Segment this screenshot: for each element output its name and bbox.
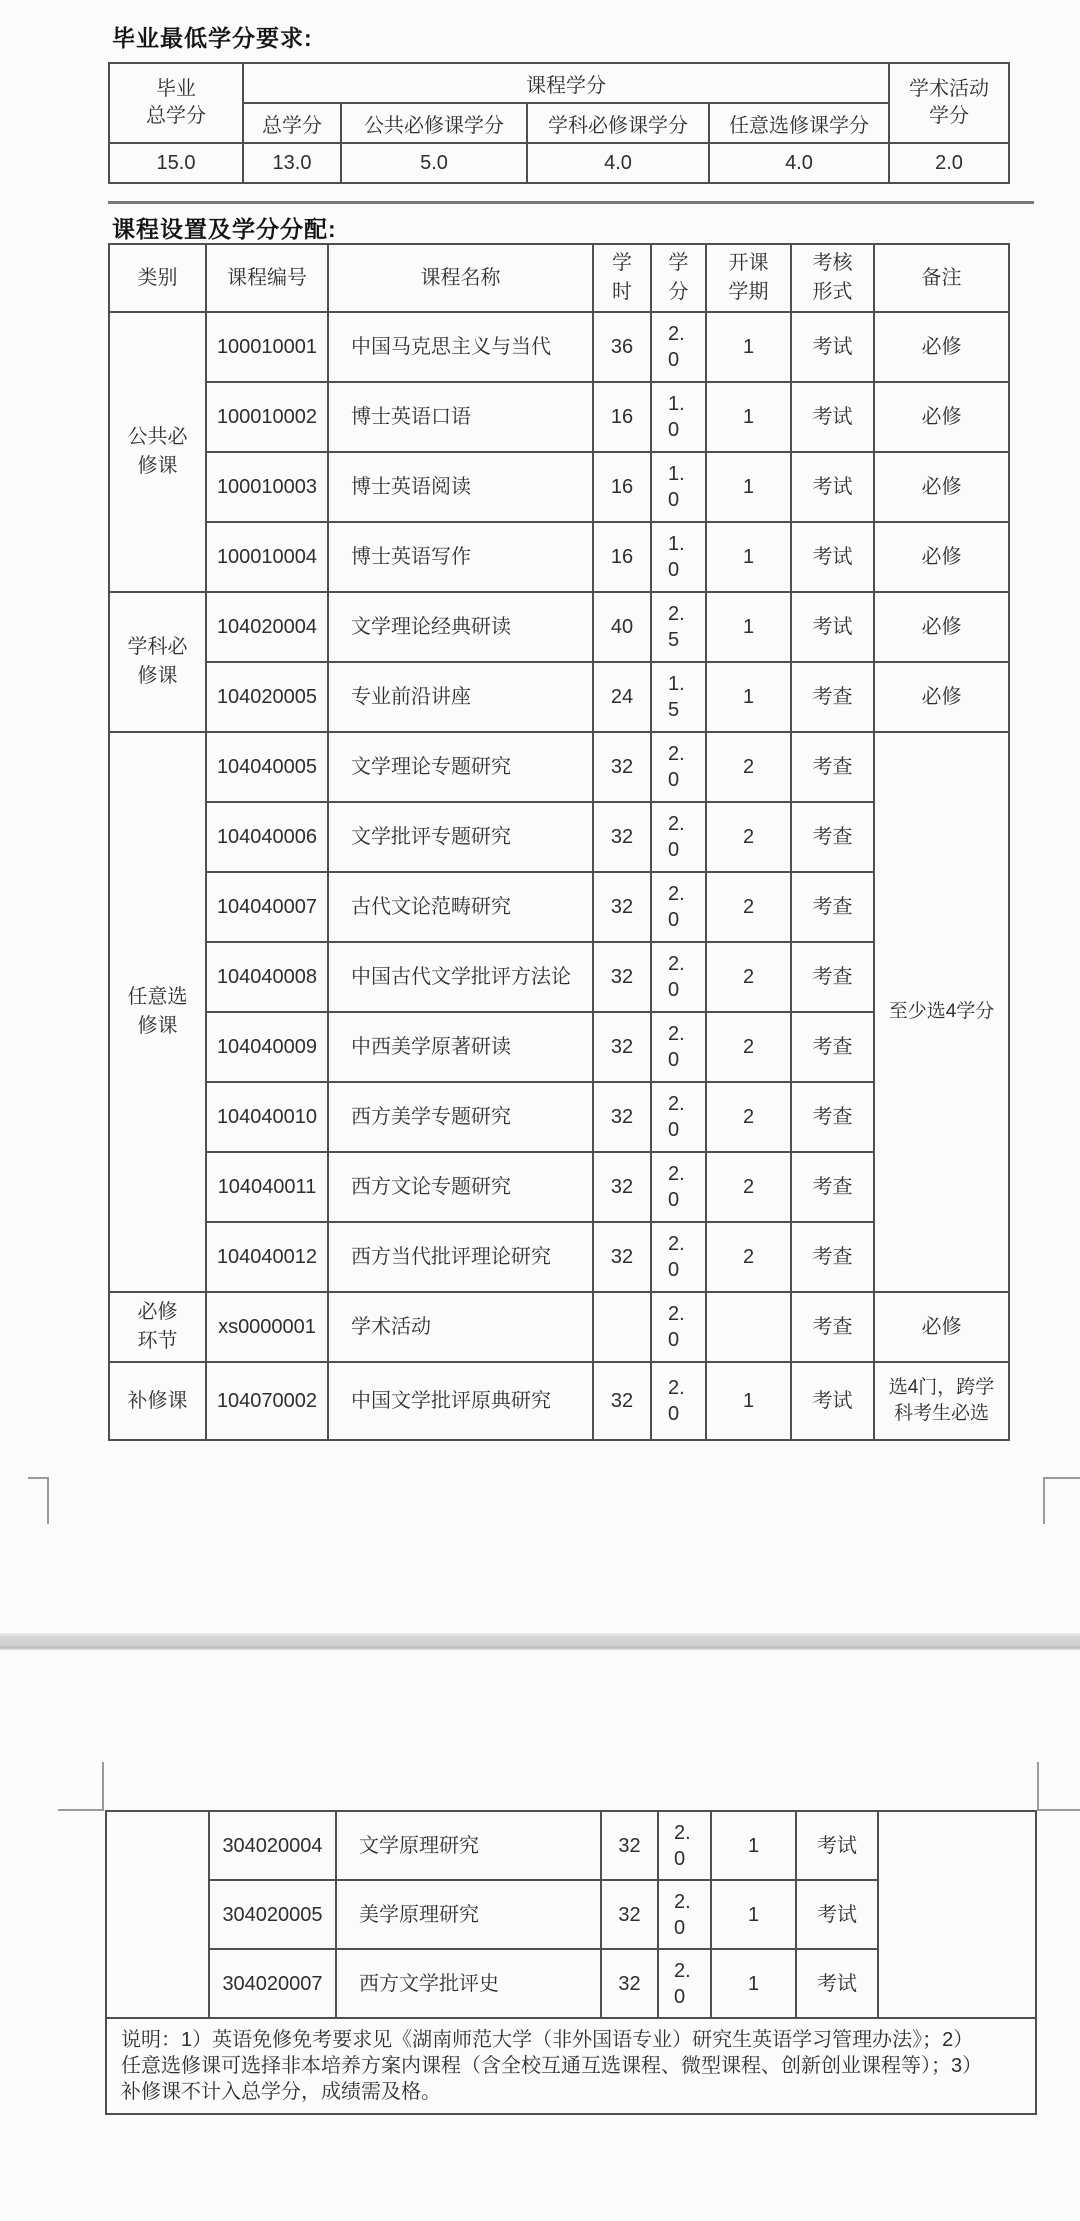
note-line: 补修课不计入总学分，成绩需及格。 xyxy=(121,2081,441,2103)
note-line: 说明：1）英语免修免考要求见《湖南师范大学（非外国语专业）研究生英语学习管理办法》；2） xyxy=(121,2029,974,2051)
cell-remark: 必修 xyxy=(874,522,1009,592)
table-row xyxy=(106,2018,1036,2114)
cell-credits: 2.0 xyxy=(651,1222,706,1292)
cell-course-name: 文学原理研究 xyxy=(336,1811,601,1880)
cell-term: 2 xyxy=(706,1082,791,1152)
cell-hours: 32 xyxy=(601,1811,658,1880)
cell-term: 2 xyxy=(706,1222,791,1292)
cell-course-name: 文学批评专题研究 xyxy=(328,802,593,872)
cell-course-id: 104070002 xyxy=(206,1362,328,1440)
cell-hours: 32 xyxy=(601,1880,658,1949)
header-hours: 学 时 xyxy=(593,244,651,312)
cell-hours: 32 xyxy=(593,942,651,1012)
header-credits: 学 分 xyxy=(651,244,706,312)
cell-hours: 24 xyxy=(593,662,651,732)
cell-category: 补修课 xyxy=(109,1362,206,1440)
page2-top-right-corner-mark xyxy=(1037,1762,1080,1811)
table-row xyxy=(109,1292,1009,1362)
cell-credits: 2.0 xyxy=(651,1012,706,1082)
table-row xyxy=(109,103,1009,143)
page1-bottom-right-corner-mark xyxy=(1043,1477,1080,1524)
cell-credits: 2.0 xyxy=(658,1880,711,1949)
cell-term: 2 xyxy=(706,732,791,802)
cell-value: 15.0 xyxy=(109,143,243,183)
cell-assessment: 考查 xyxy=(791,1012,874,1082)
cell-category: 学科必 修课 xyxy=(109,592,206,732)
cell-hours: 32 xyxy=(593,802,651,872)
header-course-name: 课程名称 xyxy=(328,244,593,312)
cell-term: 1 xyxy=(711,1880,796,1949)
cell-hours: 32 xyxy=(593,1012,651,1082)
cell-course-name: 学术活动 xyxy=(328,1292,593,1362)
courses-section-title: 课程设置及学分分配: xyxy=(112,216,337,242)
cell-category: 公共必 修课 xyxy=(109,312,206,592)
cell-assessment: 考查 xyxy=(791,1292,874,1362)
cell-credits: 2.0 xyxy=(651,872,706,942)
cell-assessment: 考试 xyxy=(791,312,874,382)
cell-remark: 必修 xyxy=(874,382,1009,452)
cell-course-id: 104020005 xyxy=(206,662,328,732)
cell-credits: 2.0 xyxy=(651,732,706,802)
cell-term: 1 xyxy=(706,382,791,452)
cell-course-id: 104020004 xyxy=(206,592,328,662)
cell-assessment: 考试 xyxy=(791,522,874,592)
cell-credits: 2.0 xyxy=(658,1811,711,1880)
cell-assessment: 考试 xyxy=(796,1880,878,1949)
cell-credits: 2.0 xyxy=(651,802,706,872)
cell-course-id: 104040012 xyxy=(206,1222,328,1292)
cell-value: 13.0 xyxy=(243,143,341,183)
cell-assessment: 考查 xyxy=(791,872,874,942)
notes-cell xyxy=(106,2018,1036,2114)
cell-hours: 32 xyxy=(593,732,651,802)
cell-value: 4.0 xyxy=(709,143,889,183)
table-row xyxy=(109,662,1009,732)
cell-assessment: 考试 xyxy=(791,382,874,452)
header-course-id: 课程编号 xyxy=(206,244,328,312)
table-row xyxy=(109,732,1009,802)
cell-remark: 选4门，跨学科考生必选 xyxy=(874,1362,1009,1440)
cell-value: 2.0 xyxy=(889,143,1009,183)
cell-course-id: 100010003 xyxy=(206,452,328,522)
cell-subheader-subject: 学科必修课学分 xyxy=(527,103,709,143)
cell-hours: 32 xyxy=(593,1152,651,1222)
cell-course-name: 中国古代文学批评方法论 xyxy=(328,942,593,1012)
cell-course-id: 104040009 xyxy=(206,1012,328,1082)
table-row xyxy=(109,452,1009,522)
cell-value: 4.0 xyxy=(527,143,709,183)
cell-hours: 16 xyxy=(593,382,651,452)
cell-assessment: 考试 xyxy=(796,1949,878,2018)
cell-course-name: 西方文论专题研究 xyxy=(328,1152,593,1222)
table-row xyxy=(109,382,1009,452)
cell-course-name: 文学理论专题研究 xyxy=(328,732,593,802)
header-assessment: 考核 形式 xyxy=(791,244,874,312)
cell-course-name: 文学理论经典研读 xyxy=(328,592,593,662)
cell-course-name: 博士英语阅读 xyxy=(328,452,593,522)
cell-course-name: 专业前沿讲座 xyxy=(328,662,593,732)
cell-course-name: 博士英语写作 xyxy=(328,522,593,592)
page-separator xyxy=(0,1633,1080,1650)
cell-term: 1 xyxy=(706,592,791,662)
cell-term: 2 xyxy=(706,802,791,872)
header-category: 类别 xyxy=(109,244,206,312)
cell-hours: 32 xyxy=(593,1362,651,1440)
page2-top-left-corner-mark xyxy=(58,1762,104,1811)
course-table xyxy=(108,243,1010,1441)
cell-hours: 40 xyxy=(593,592,651,662)
cell-grad-total-header: 毕业 总学分 xyxy=(109,63,243,143)
cell-assessment: 考试 xyxy=(791,452,874,522)
cell-course-name: 中国马克思主义与当代 xyxy=(328,312,593,382)
header-term: 开课 学期 xyxy=(706,244,791,312)
cell-elective-remark: 至少选4学分 xyxy=(874,732,1009,1292)
cell-hours: 16 xyxy=(593,452,651,522)
cell-course-name: 中西美学原著研读 xyxy=(328,1012,593,1082)
cell-assessment: 考查 xyxy=(791,1222,874,1292)
cell-subheader-public: 公共必修课学分 xyxy=(341,103,527,143)
cell-credits: 2.0 xyxy=(651,312,706,382)
graduation-credits-table xyxy=(108,62,1010,184)
table-row xyxy=(109,522,1009,592)
cell-credits: 2.0 xyxy=(651,1152,706,1222)
table-row xyxy=(109,592,1009,662)
cell-course-id: xs0000001 xyxy=(206,1292,328,1362)
cell-assessment: 考查 xyxy=(791,1152,874,1222)
cell-course-id: 104040011 xyxy=(206,1152,328,1222)
cell-term: 1 xyxy=(706,452,791,522)
cell-hours: 32 xyxy=(593,872,651,942)
cell-remark: 必修 xyxy=(874,312,1009,382)
cell-hours: 16 xyxy=(593,522,651,592)
cell-subheader-elective: 任意选修课学分 xyxy=(709,103,889,143)
cell-term: 2 xyxy=(706,1152,791,1222)
table-row xyxy=(106,1811,1036,1880)
cell-assessment: 考查 xyxy=(791,662,874,732)
cell-term: 2 xyxy=(706,942,791,1012)
cell-value: 5.0 xyxy=(341,143,527,183)
cell-credits: 2.0 xyxy=(658,1949,711,2018)
cell-hours: 32 xyxy=(593,1222,651,1292)
cell-remark-empty xyxy=(878,1811,1036,2018)
cell-hours: 36 xyxy=(593,312,651,382)
cell-credits: 1.0 xyxy=(651,522,706,592)
cell-assessment: 考查 xyxy=(791,942,874,1012)
cell-course-id: 100010004 xyxy=(206,522,328,592)
cell-course-credits-header: 课程学分 xyxy=(243,63,889,103)
header-remark: 备注 xyxy=(874,244,1009,312)
cell-course-name: 西方当代批评理论研究 xyxy=(328,1222,593,1292)
table-row xyxy=(109,1362,1009,1440)
cell-hours: 32 xyxy=(601,1949,658,2018)
cell-course-id: 104040008 xyxy=(206,942,328,1012)
cell-course-name: 中国文学批评原典研究 xyxy=(328,1362,593,1440)
cell-course-id: 304020004 xyxy=(209,1811,336,1880)
cell-course-id: 104040005 xyxy=(206,732,328,802)
cell-term xyxy=(706,1292,791,1362)
cell-category-empty xyxy=(106,1811,209,2018)
cell-course-id: 104040007 xyxy=(206,872,328,942)
cell-assessment: 考试 xyxy=(791,1362,874,1440)
cell-course-id: 104040010 xyxy=(206,1082,328,1152)
cell-term: 1 xyxy=(711,1949,796,2018)
cell-assessment: 考查 xyxy=(791,802,874,872)
cell-course-id: 104040006 xyxy=(206,802,328,872)
cell-remark: 必修 xyxy=(874,1292,1009,1362)
cell-subheader-total: 总学分 xyxy=(243,103,341,143)
cell-credits: 2.0 xyxy=(651,1082,706,1152)
course-table-continued xyxy=(105,1810,1037,2115)
cell-term: 1 xyxy=(706,662,791,732)
page1-bottom-left-corner-mark xyxy=(28,1477,49,1524)
cell-course-id: 100010002 xyxy=(206,382,328,452)
cell-remark: 必修 xyxy=(874,452,1009,522)
graduation-section-title: 毕业最低学分要求: xyxy=(112,25,313,51)
cell-category: 必修 环节 xyxy=(109,1292,206,1362)
table-header-row xyxy=(109,244,1009,312)
cell-course-name: 西方文学批评史 xyxy=(336,1949,601,2018)
cell-course-name: 博士英语口语 xyxy=(328,382,593,452)
cell-credits: 1.5 xyxy=(651,662,706,732)
cell-course-name: 西方美学专题研究 xyxy=(328,1082,593,1152)
cell-assessment: 考查 xyxy=(791,732,874,802)
cell-hours xyxy=(593,1292,651,1362)
cell-course-id: 304020005 xyxy=(209,1880,336,1949)
cell-credits: 2.0 xyxy=(651,942,706,1012)
cell-credits: 2.0 xyxy=(651,1292,706,1362)
cell-term: 1 xyxy=(706,312,791,382)
note-line: 任意选修课可选择非本培养方案内课程（含全校互通互选课程、微型课程、创新创业课程等）；3） xyxy=(121,2055,983,2077)
cell-remark: 必修 xyxy=(874,592,1009,662)
table-row xyxy=(109,63,1009,103)
cell-course-name: 古代文论范畴研究 xyxy=(328,872,593,942)
cell-assessment: 考查 xyxy=(791,1082,874,1152)
cell-term: 2 xyxy=(706,1012,791,1082)
cell-remark: 必修 xyxy=(874,662,1009,732)
cell-assessment: 考试 xyxy=(791,592,874,662)
cell-academic-credits-header: 学术活动 学分 xyxy=(889,63,1009,143)
cell-credits: 1.0 xyxy=(651,382,706,452)
cell-course-name: 美学原理研究 xyxy=(336,1880,601,1949)
cell-term: 1 xyxy=(711,1811,796,1880)
cell-term: 1 xyxy=(706,1362,791,1440)
cell-hours: 32 xyxy=(593,1082,651,1152)
cell-credits: 1.0 xyxy=(651,452,706,522)
divider-line xyxy=(108,201,1034,204)
cell-term: 1 xyxy=(706,522,791,592)
cell-term: 2 xyxy=(706,872,791,942)
cell-category: 任意选 修课 xyxy=(109,732,206,1292)
cell-course-id: 100010001 xyxy=(206,312,328,382)
cell-course-id: 304020007 xyxy=(209,1949,336,2018)
cell-assessment: 考试 xyxy=(796,1811,878,1880)
table-row xyxy=(109,143,1009,183)
cell-credits: 2.5 xyxy=(651,592,706,662)
table-row xyxy=(109,312,1009,382)
cell-credits: 2.0 xyxy=(651,1362,706,1440)
